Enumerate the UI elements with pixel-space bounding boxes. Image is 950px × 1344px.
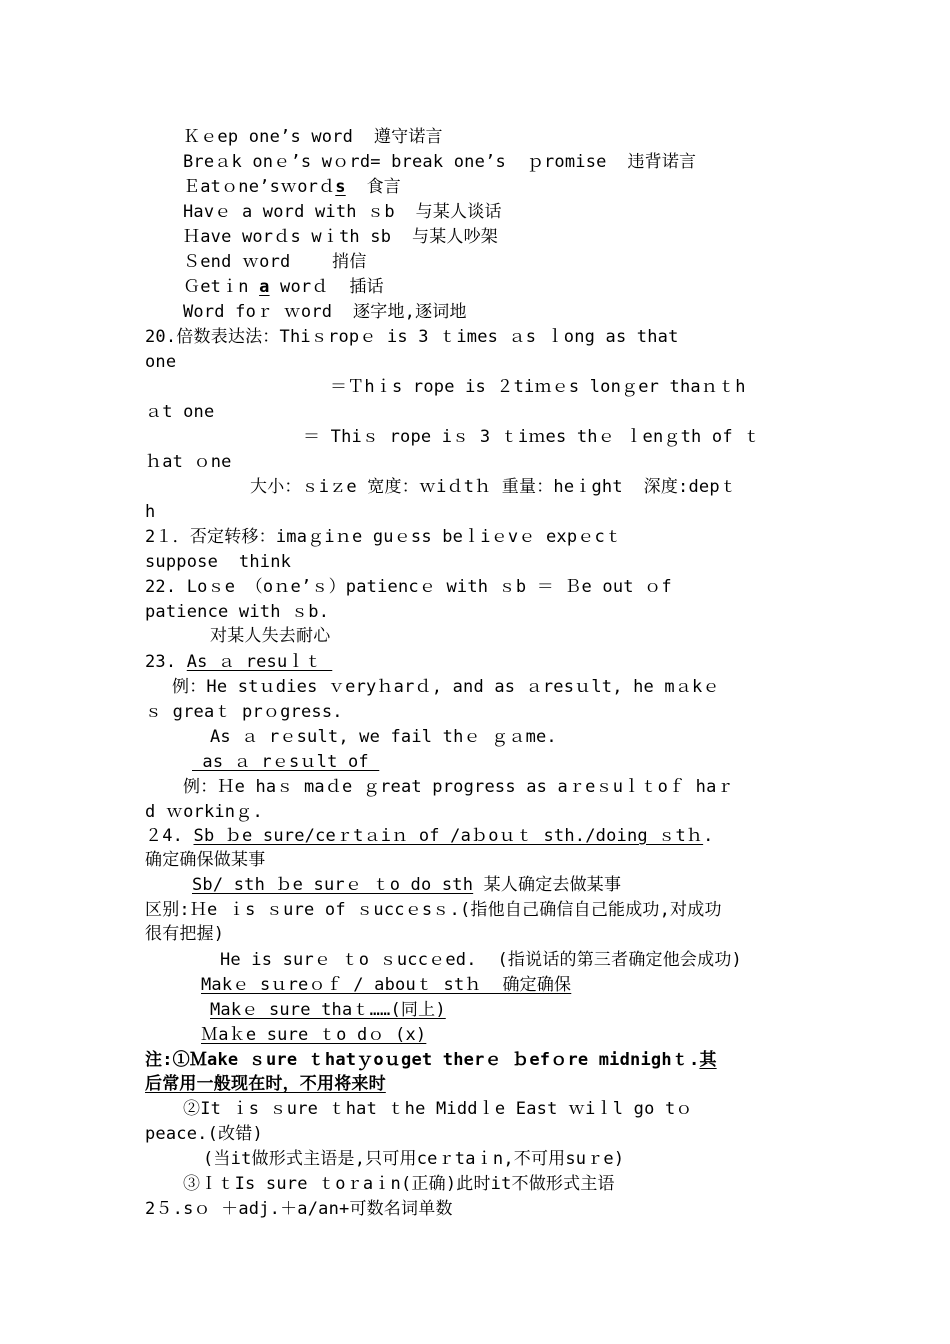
text-line xyxy=(145,922,224,946)
text-line xyxy=(145,400,214,424)
text-segment: (当it做形式主语是,只可用ceｒtaｉn,不可用suｒe) xyxy=(203,1149,625,1169)
text-line xyxy=(145,325,679,349)
text-line xyxy=(303,425,760,449)
text-line xyxy=(145,1122,263,1146)
text-line xyxy=(145,650,332,674)
text-line xyxy=(145,800,263,824)
text-segment: Makｅ sure thaｔ……(同上) xyxy=(210,1000,446,1020)
text-line xyxy=(183,1097,693,1121)
text-line xyxy=(145,824,714,848)
text-segment: s xyxy=(335,177,346,197)
text-segment: h xyxy=(145,502,156,522)
text-segment: Ｋｅep one’s word 遵守诺言 xyxy=(183,127,443,147)
text-line xyxy=(210,624,330,648)
text-segment: peace.(改错) xyxy=(145,1124,263,1144)
text-segment: Ｇetｉn xyxy=(183,277,260,297)
text-line xyxy=(192,750,379,774)
text-segment: ＝Ｔhｉs rope is ２tiｍｅs lonｇer thaｎｔh xyxy=(330,377,746,397)
text-segment: Ｅatｏneʼsｗorｄ xyxy=(183,177,336,197)
text-segment: 某人确定去做某事 xyxy=(473,875,622,895)
text-segment: Makｅ sｕreｏｆ / abouｔ stｈ 确定确保 xyxy=(201,975,572,995)
text-segment: 20.倍数表达法：Thiｓropｅ is 3 ｔimes ａs ｌong as that xyxy=(145,327,679,347)
text-line xyxy=(183,225,498,249)
text-segment: Breａk onｅ’s wｏrd= break one’s ｐromise 违背诺言 xyxy=(183,152,697,172)
text-line xyxy=(201,973,571,997)
text-segment: Sb/ sth ｂe surｅ ｔo do sth xyxy=(192,875,474,895)
text-line xyxy=(183,150,696,174)
text-segment: ２4. xyxy=(145,826,194,846)
text-segment: ａt one xyxy=(145,402,215,422)
text-segment: as ａ rｅsｕlt of xyxy=(192,752,380,772)
text-segment: Ｓend ｗord 捎信 xyxy=(183,252,367,272)
text-line xyxy=(145,575,672,599)
text-line xyxy=(145,700,343,724)
text-line xyxy=(203,1147,624,1171)
text-segment: ｈat ｏne xyxy=(145,452,232,472)
text-segment: suppose think xyxy=(145,552,292,572)
text-segment: 确定确保做某事 xyxy=(145,850,266,870)
text-line xyxy=(172,675,720,699)
text-line xyxy=(145,450,232,474)
text-segment: 大小：ｓiｚe 宽度：ｗiｄtｈ 重量：heｉght 深度:depｔ xyxy=(250,477,737,497)
text-line xyxy=(250,475,737,499)
text-segment: Ｈave worｄs wｉth sb 与某人吵架 xyxy=(183,227,498,247)
text-segment: . xyxy=(703,826,714,846)
text-segment: Sb ｂe sure/ceｒtａiｎ of /aｂoｕｔ sth./doing ｓtｈ xyxy=(193,826,704,846)
text-line xyxy=(145,1072,386,1096)
text-segment: d ｗorkinｇ. xyxy=(145,802,263,822)
text-line xyxy=(145,600,329,624)
text-segment: ③ＩｔIs sure ｔoｒaｉn(正确)此时it不做形式主语 xyxy=(183,1174,615,1194)
text-segment: 其 xyxy=(699,1050,717,1070)
text-segment: He is surｅ ｔo ｓuccｅed. (指说话的第三者确定他会成功) xyxy=(220,950,742,970)
text-line xyxy=(183,775,734,799)
text-line xyxy=(145,550,291,574)
text-segment: 区别:Ｈe ｉs ｓure of ｓuccｅsｓ.(指他自己确信自己能成功,对成功 xyxy=(145,900,722,920)
text-line xyxy=(210,725,557,749)
text-segment: ｓ greaｔ prｏgress. xyxy=(145,702,343,722)
text-line xyxy=(183,275,384,299)
text-segment: Ｍaｋe sure ｔo dｏ (x) xyxy=(201,1025,427,1045)
text-segment: 对某人失去耐心 xyxy=(210,626,331,646)
text-segment: one xyxy=(145,352,177,372)
text-segment: Ｍake ｓure ｔhatｙoｕget therｅ ｂefｏre midnighｔ. xyxy=(189,1050,700,1070)
text-segment: ②It ｉs ｓure ｔhat ｔhe Middｌe East ｗiｌl go tｏ xyxy=(183,1099,693,1119)
text-segment: As ａ resuｌｔ xyxy=(186,652,333,672)
text-line xyxy=(183,1172,615,1196)
text-line xyxy=(183,125,443,149)
text-segment: Word foｒ ｗord 逐字地,逐词地 xyxy=(183,302,467,322)
text-segment: a xyxy=(259,277,270,297)
text-segment: Havｅ a word with ｓb 与某人谈话 xyxy=(183,202,502,222)
text-line xyxy=(330,375,746,399)
text-segment: 食言 xyxy=(345,177,401,197)
text-segment: As ａ rｅsult, we fail thｅ ｇａme. xyxy=(210,727,557,747)
text-line xyxy=(145,525,622,549)
text-line xyxy=(145,1197,453,1221)
text-segment: 例：Ｈe haｓ maｄe ｇreat progress as aｒeｓuｌｔoｆ haｒ xyxy=(183,777,734,797)
text-line xyxy=(210,998,446,1022)
text-segment: ＝ Thiｓ rope iｓ 3 ｔiｍes thｅ ｌenｇth of ｔ xyxy=(303,427,761,447)
text-line xyxy=(145,1048,717,1072)
text-line xyxy=(183,250,367,274)
text-line xyxy=(145,500,155,524)
text-line xyxy=(145,848,265,872)
text-segment: 注:① xyxy=(145,1050,190,1070)
text-segment: 后常用一般现在时，不用将来时 xyxy=(145,1074,386,1094)
text-line xyxy=(220,948,742,972)
text-segment: patience with ｓb. xyxy=(145,602,330,622)
text-segment: 23. xyxy=(145,652,187,672)
text-line xyxy=(201,1023,426,1047)
text-segment: 例：He stｕdies ｖeryｈarｄ, and as ａresｕlt, he mａkｅ xyxy=(172,677,720,697)
text-line xyxy=(183,200,502,224)
text-line xyxy=(192,873,621,897)
text-segment: 2１．否定转移：imaｇiｎe guｅss beｌiｅvｅ expｅcｔ xyxy=(145,527,623,547)
text-line xyxy=(183,175,401,199)
text-segment: 22. Loｓe （oｎe’ｓ）patiencｅ with ｓb ＝ Ｂe out ｏf xyxy=(145,577,672,597)
text-line xyxy=(145,350,176,374)
text-line xyxy=(183,300,467,324)
text-segment: worｄ 插话 xyxy=(269,277,384,297)
text-line xyxy=(145,898,722,922)
text-segment: 2５.sｏ ＋adj.＋a/an+可数名词单数 xyxy=(145,1199,453,1219)
text-segment: 很有把握) xyxy=(145,924,225,944)
